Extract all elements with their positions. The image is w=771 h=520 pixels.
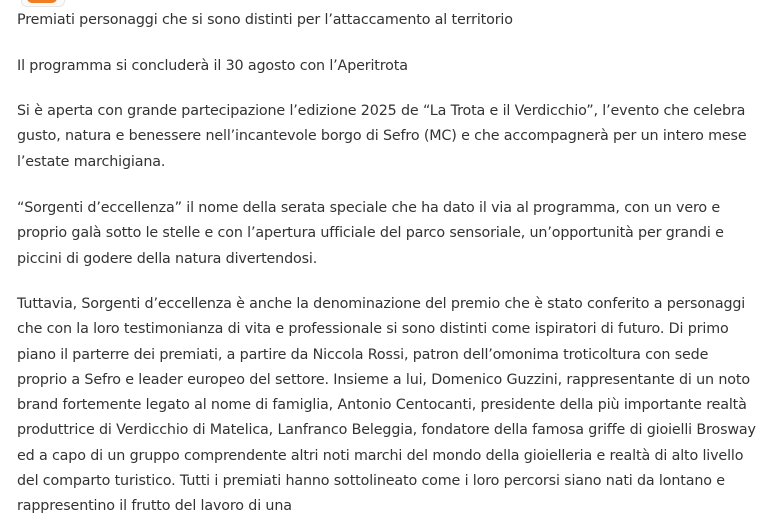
article-paragraph-1: Si è aperta con grande partecipazione l’edizione 2025 de “La Trota e il Verdicchio”, l’evento che celebra gusto, natura e benessere nell’incantevole borgo di Sefro (MC) e che accompagnerà per un intero mese l’estate marchigiana. (17, 103, 747, 170)
category-badge (27, 0, 57, 3)
article-subtitle-1: Premiati personaggi che si sono distinti per l’attaccamento al territorio (17, 12, 513, 28)
article-paragraph-3: Tuttavia, Sorgenti d’eccellenza è anche la denominazione del premio che è stato conferito a personaggi che con la loro testimonianza di vita e professionale si sono distinti come ispiratori di futuro. Di primo piano il parterre dei premiati, a partire da Niccola Rossi, patron dell’omonima troticoltura con sede proprio a Sefro e leader europeo del settore. Insieme a lui, Domenico Guzzini, rappresentante di un noto brand fortemente legato al nome di famiglia, Antonio Centocanti, presidente della più importante realtà produttrice di Verdicchio di Matelica, Lanfranco Beleggia, fondatore della famosa griffe di gioielli Brosway ed a capo di un gruppo comprendente altri noti marchi del mondo della gioielleria e realtà di alto livello del comparto turistico. Tutti i premiati hanno sottolineato come i loro percorsi siano nati da lontano e rappresentino il frutto del lavoro di una (17, 296, 756, 515)
article-subtitle-2: Il programma si concluderà il 30 agosto con l’Aperitrota (17, 58, 408, 74)
article-paragraph-2: “Sorgenti d’eccellenza” il nome della serata speciale che ha dato il via al programma, con un vero e proprio galà sotto le stelle e con l’apertura ufficiale del parco sensoriale, un’opportunità per grandi e piccini di godere della natura divertendosi. (17, 200, 724, 267)
